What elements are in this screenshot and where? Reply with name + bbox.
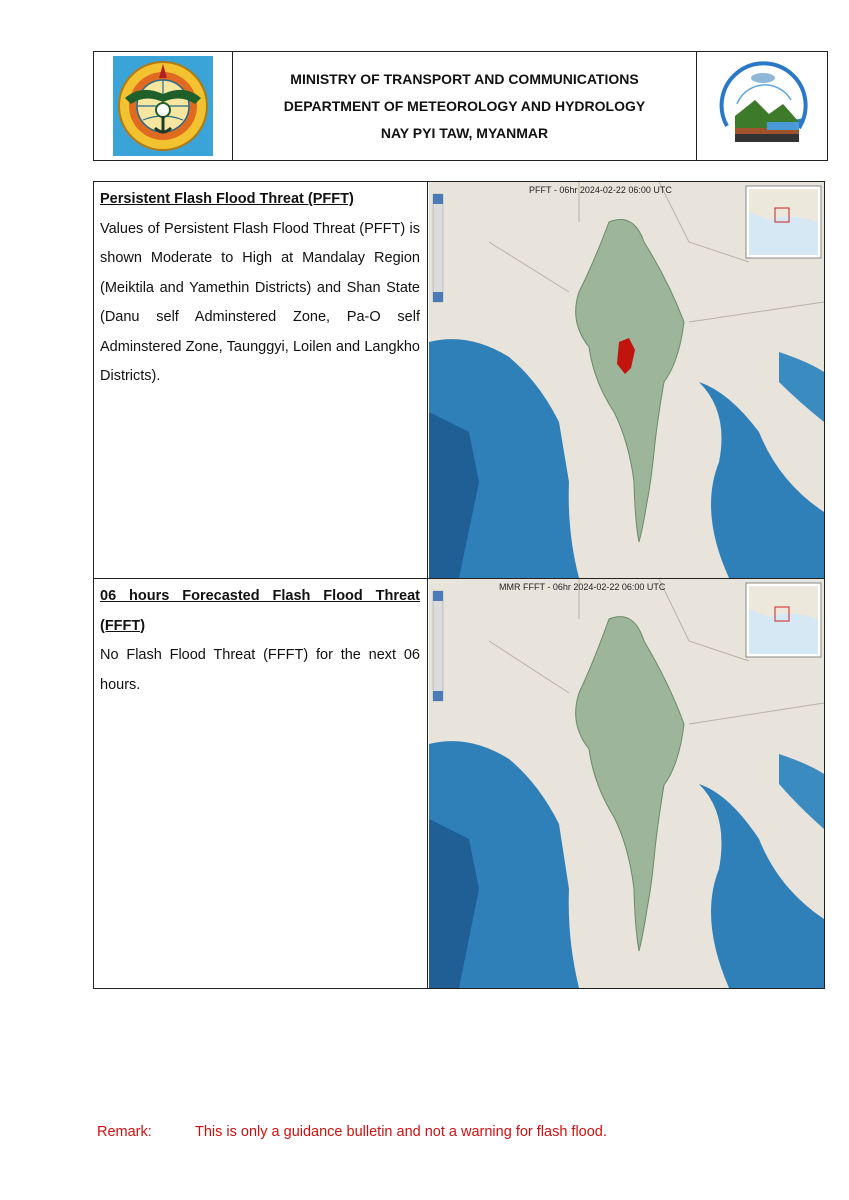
pfft-map-image [429, 182, 824, 578]
header-title-block [233, 52, 696, 160]
header-ministry: MINISTRY OF TRANSPORT AND COMMUNICATIONS [290, 71, 639, 87]
pfft-map-caption: PFFT - 06hr 2024-02-22 06:00 UTC [529, 185, 672, 195]
pfft-description: Values of Persistent Flash Flood Threat (PFFT) is shown Moderate to High at Mandalay Region (Meiktila and Yamethin Districts) and Shan State (Danu self Adminstered Zone, Pa-O self Adminstered Zone, Taunggyi, Loilen and Langkho Districts). [100, 220, 420, 384]
remark-line [97, 1124, 607, 1140]
ffft-title: 06 hours Forecasted Flash Flood Threat (FFFT) [100, 588, 420, 634]
pfft-title: Persistent Flash Flood Threat (PFFT) [100, 191, 354, 207]
ffft-map-caption: MMR FFFT - 06hr 2024-02-22 06:00 UTC [499, 582, 666, 592]
ministry-logo-cell [94, 52, 233, 160]
ministry-emblem-icon [111, 54, 215, 158]
remark-text: This is only a guidance bulletin and not a warning for flash flood. [195, 1124, 607, 1140]
ffft-row [94, 579, 824, 988]
header-department: DEPARTMENT OF METEOROLOGY AND HYDROLOGY [283, 98, 646, 114]
hydrological-cycle-icon [707, 56, 817, 156]
ffft-map [429, 579, 824, 988]
bulletin-header [93, 51, 828, 161]
threat-table [93, 181, 825, 989]
remark-label: Remark: [97, 1124, 152, 1140]
department-logo-cell [696, 52, 827, 160]
ffft-description: No Flash Flood Threat (FFFT) for the next 06 hours. [100, 647, 420, 693]
ffft-text-cell [94, 579, 428, 988]
pfft-text-cell [94, 182, 428, 578]
pfft-map [429, 182, 824, 578]
header-location: NAY PYI TAW, MYANMAR [380, 125, 549, 141]
ffft-map-image [429, 579, 824, 988]
pfft-row [94, 182, 824, 579]
